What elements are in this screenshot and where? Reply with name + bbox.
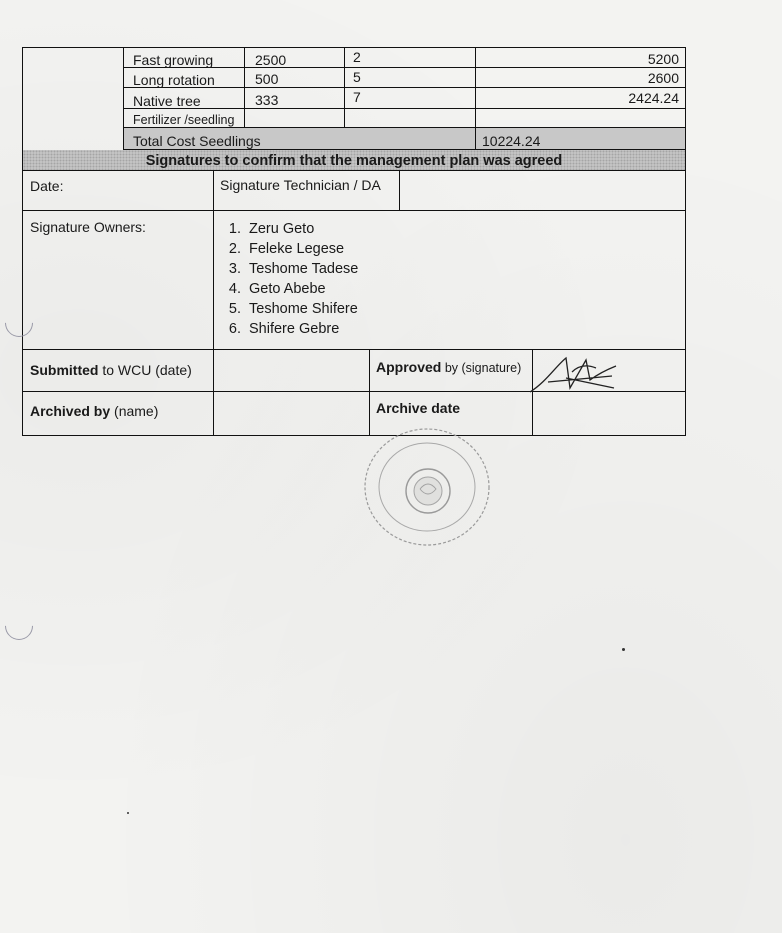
seedling-total: 2424.24 <box>628 90 679 106</box>
seedling-qty: 7 <box>353 89 361 105</box>
owner-name: Zeru Geto <box>249 221 315 237</box>
owner-name: Teshome Shifere <box>249 301 358 317</box>
seedling-qty: 5 <box>353 69 361 85</box>
row-line <box>123 108 685 109</box>
col-line-date <box>213 170 214 210</box>
col-line-2 <box>244 48 245 128</box>
archived-label <box>30 403 158 419</box>
owner-number: 2. <box>228 241 241 257</box>
col-line-tech <box>399 170 400 210</box>
seedling-type: Fast growing <box>133 52 214 68</box>
owner-number: 6. <box>228 321 241 337</box>
approved-rest: by (signature) <box>441 361 522 375</box>
col-line-footer-2 <box>369 349 370 435</box>
row-line <box>23 349 685 350</box>
owner-name: Shifere Gebre <box>249 321 340 337</box>
seedling-total: 5200 <box>647 51 679 67</box>
row-line <box>23 210 685 211</box>
official-stamp <box>362 425 492 575</box>
owner-item <box>219 259 358 279</box>
owner-number: 5. <box>228 301 241 317</box>
owner-item <box>219 219 358 239</box>
total-cost-value: 10224.24 <box>482 133 541 149</box>
owners-list <box>219 219 358 339</box>
signatures-header: Signatures to confirm that the management plan was agreed <box>145 153 563 169</box>
seedling-qty: 2 <box>353 49 361 65</box>
owners-label: Signature Owners: <box>30 219 146 235</box>
col-line-footer-1 <box>213 349 214 435</box>
owner-name: Geto Abebe <box>249 281 326 297</box>
hole-punch-mark <box>0 606 39 646</box>
approved-bold: Approved <box>376 359 442 375</box>
seedling-type: Native tree <box>133 93 201 109</box>
total-cost-label: Total Cost Seedlings <box>133 133 261 149</box>
approved-label <box>376 359 521 376</box>
submitted-label <box>30 362 192 378</box>
owner-name: Teshome Tadese <box>249 261 359 277</box>
seedling-price: 500 <box>255 71 279 87</box>
owner-item <box>219 239 358 259</box>
archived-bold: Archived by <box>30 403 111 419</box>
seedling-total: 2600 <box>647 70 679 86</box>
speck <box>127 812 129 814</box>
seedling-type: Fertilizer /seedling <box>133 113 235 127</box>
col-line-total <box>475 128 476 149</box>
owner-item <box>219 299 358 319</box>
archived-rest: (name) <box>110 403 159 419</box>
seedling-type: Long rotation <box>133 72 215 88</box>
owner-item <box>219 279 358 299</box>
owner-number: 1. <box>228 221 241 237</box>
date-label: Date: <box>30 178 64 194</box>
owner-name: Feleke Legese <box>249 241 345 257</box>
technician-label: Signature Technician / DA <box>220 177 381 193</box>
row-line <box>23 170 685 171</box>
approval-signature <box>526 352 618 394</box>
col-line-owners <box>213 210 214 349</box>
owner-number: 4. <box>228 281 241 297</box>
col-line-3 <box>344 48 345 128</box>
seedling-price: 2500 <box>255 52 287 68</box>
submitted-rest: to WCU (date) <box>98 362 192 378</box>
seedling-price: 333 <box>255 92 279 108</box>
owner-item <box>219 319 358 339</box>
owner-number: 3. <box>228 261 241 277</box>
archive-date-label: Archive date <box>376 400 461 416</box>
submitted-bold: Submitted <box>30 362 99 378</box>
col-line-4 <box>475 48 476 128</box>
speck <box>622 648 625 651</box>
